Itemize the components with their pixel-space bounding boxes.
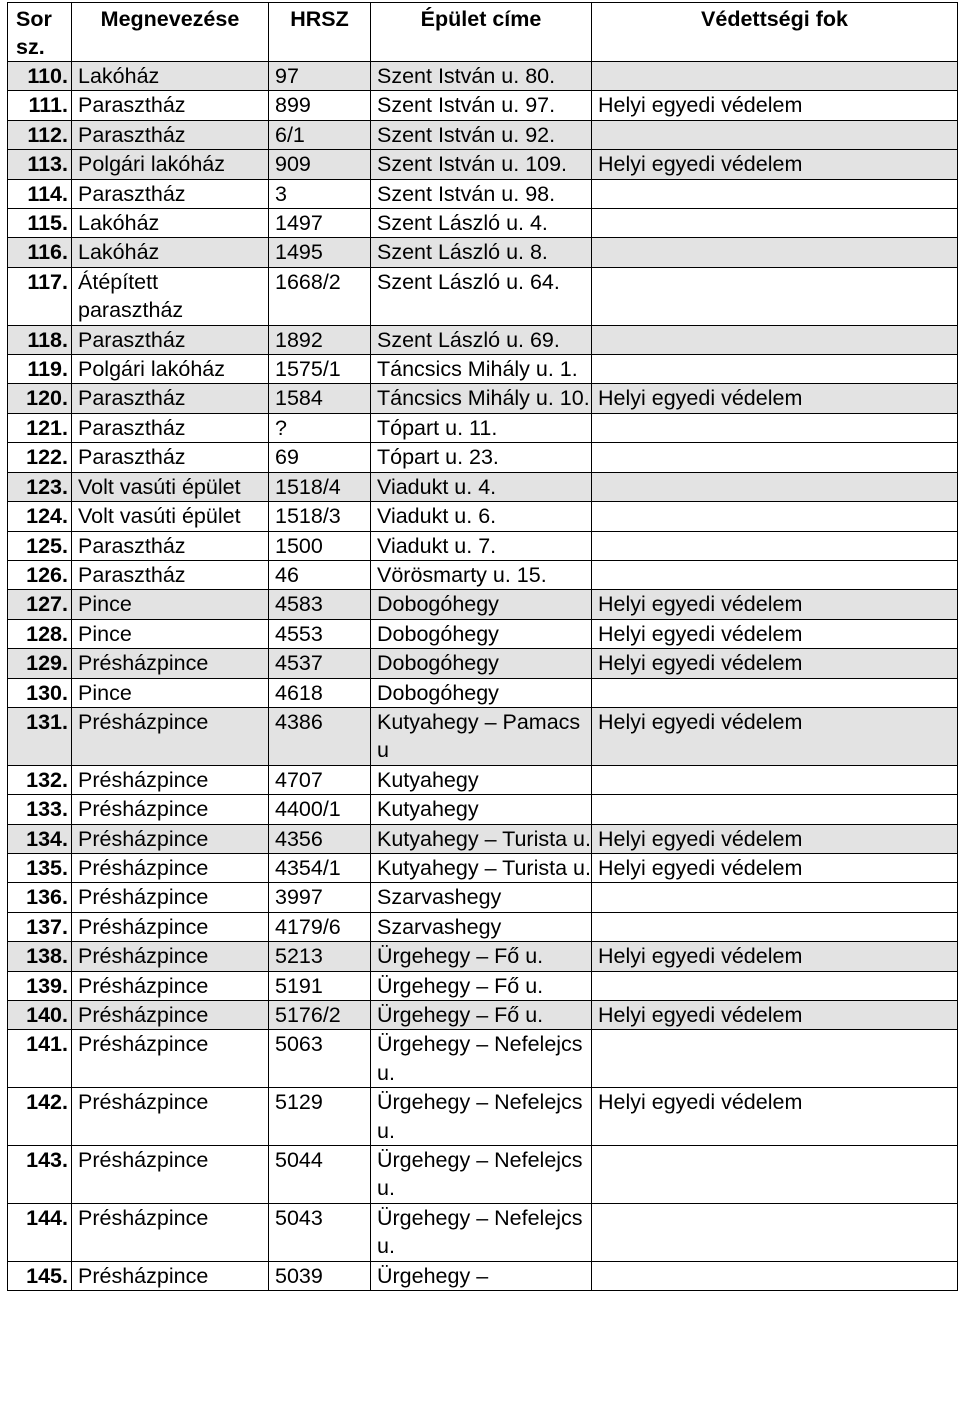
row-number-cell: 114.: [8, 179, 72, 208]
address-cell: Ürgehegy – Nefelejcs u.: [371, 1146, 592, 1204]
protection-level-cell: [592, 560, 958, 589]
hrsz-cell: 4400/1: [269, 795, 371, 824]
row-number-cell: 132.: [8, 765, 72, 794]
table-row: [8, 942, 958, 971]
row-number-cell: 113.: [8, 150, 72, 179]
row-number-cell: 124.: [8, 502, 72, 531]
address-cell: Szent István u. 92.: [371, 120, 592, 149]
address-cell: Szarvashegy: [371, 912, 592, 941]
protection-level-cell: [592, 472, 958, 501]
row-number-cell: 144.: [8, 1203, 72, 1261]
row-number-cell: 139.: [8, 971, 72, 1000]
address-cell: Dobogóhegy: [371, 678, 592, 707]
address-cell: Ürgehegy – Fő u.: [371, 1001, 592, 1030]
building-name-cell: Parasztház: [72, 531, 269, 560]
table-row: [8, 971, 958, 1000]
table-row: [8, 209, 958, 238]
building-name-cell: Parasztház: [72, 91, 269, 120]
hrsz-cell: 4386: [269, 707, 371, 765]
table-row: [8, 267, 958, 325]
building-name-cell: Présházpince: [72, 971, 269, 1000]
table-row: [8, 413, 958, 442]
row-number-cell: 117.: [8, 267, 72, 325]
hrsz-cell: 4537: [269, 649, 371, 678]
row-number-cell: 119.: [8, 355, 72, 384]
building-name-cell: Pince: [72, 619, 269, 648]
row-number-cell: 141.: [8, 1030, 72, 1088]
building-name-cell: Présházpince: [72, 1146, 269, 1204]
row-number-cell: 127.: [8, 590, 72, 619]
table-row: [8, 765, 958, 794]
building-name-cell: Présházpince: [72, 1001, 269, 1030]
address-cell: Tópart u. 23.: [371, 443, 592, 472]
hrsz-cell: 5191: [269, 971, 371, 1000]
hrsz-cell: 6/1: [269, 120, 371, 149]
table-row: [8, 62, 958, 91]
row-number-cell: 138.: [8, 942, 72, 971]
building-name-cell: Átépített parasztház: [72, 267, 269, 325]
building-name-cell: Lakóház: [72, 62, 269, 91]
row-number-cell: 122.: [8, 443, 72, 472]
row-number-cell: 145.: [8, 1261, 72, 1290]
hrsz-cell: 1575/1: [269, 355, 371, 384]
row-number-cell: 123.: [8, 472, 72, 501]
table-row: [8, 1030, 958, 1088]
hrsz-cell: 4553: [269, 619, 371, 648]
address-cell: Szarvashegy: [371, 883, 592, 912]
protection-level-cell: Helyi egyedi védelem: [592, 619, 958, 648]
table-row: [8, 355, 958, 384]
table-row: [8, 325, 958, 354]
protection-level-cell: [592, 883, 958, 912]
address-cell: Szent László u. 69.: [371, 325, 592, 354]
protection-level-cell: [592, 443, 958, 472]
table-row: [8, 590, 958, 619]
protection-level-cell: [592, 413, 958, 442]
row-number-cell: 118.: [8, 325, 72, 354]
address-cell: Dobogóhegy: [371, 619, 592, 648]
row-number-cell: 115.: [8, 209, 72, 238]
building-name-cell: Présházpince: [72, 1088, 269, 1146]
address-cell: Ürgehegy – Fő u.: [371, 971, 592, 1000]
header-row-number: Sor sz.: [8, 3, 72, 62]
hrsz-cell: 4583: [269, 590, 371, 619]
building-name-cell: Présházpince: [72, 942, 269, 971]
table-row: [8, 531, 958, 560]
hrsz-cell: ?: [269, 413, 371, 442]
protection-level-cell: [592, 971, 958, 1000]
building-name-cell: Volt vasúti épület: [72, 502, 269, 531]
row-number-cell: 134.: [8, 824, 72, 853]
protection-level-cell: [592, 1261, 958, 1290]
address-cell: Szent István u. 80.: [371, 62, 592, 91]
protection-level-cell: Helyi egyedi védelem: [592, 150, 958, 179]
table-row: [8, 707, 958, 765]
table-row: [8, 91, 958, 120]
hrsz-cell: 4356: [269, 824, 371, 853]
address-cell: Táncsics Mihály u. 1.: [371, 355, 592, 384]
hrsz-cell: 5039: [269, 1261, 371, 1290]
address-cell: Dobogóhegy: [371, 649, 592, 678]
protection-level-cell: Helyi egyedi védelem: [592, 942, 958, 971]
protection-level-cell: Helyi egyedi védelem: [592, 384, 958, 413]
address-cell: Kutyahegy – Pamacs u: [371, 707, 592, 765]
table-row: [8, 824, 958, 853]
row-number-cell: 121.: [8, 413, 72, 442]
building-name-cell: Présházpince: [72, 765, 269, 794]
hrsz-cell: 1668/2: [269, 267, 371, 325]
row-number-cell: 125.: [8, 531, 72, 560]
table-row: [8, 883, 958, 912]
table-row: [8, 120, 958, 149]
building-name-cell: Présházpince: [72, 853, 269, 882]
building-name-cell: Présházpince: [72, 1261, 269, 1290]
building-name-cell: Lakóház: [72, 238, 269, 267]
address-cell: Dobogóhegy: [371, 590, 592, 619]
building-name-cell: Volt vasúti épület: [72, 472, 269, 501]
protection-level-cell: [592, 912, 958, 941]
hrsz-cell: 5044: [269, 1146, 371, 1204]
address-cell: Kutyahegy – Turista u.: [371, 824, 592, 853]
table-header-row: [8, 3, 958, 62]
header-protection-level: Védettségi fok: [592, 3, 958, 62]
protection-level-cell: Helyi egyedi védelem: [592, 853, 958, 882]
table-row: [8, 384, 958, 413]
building-name-cell: Polgári lakóház: [72, 150, 269, 179]
protection-level-cell: [592, 795, 958, 824]
hrsz-cell: 3: [269, 179, 371, 208]
table-row: [8, 560, 958, 589]
row-number-cell: 128.: [8, 619, 72, 648]
building-name-cell: Présházpince: [72, 649, 269, 678]
protection-level-cell: Helyi egyedi védelem: [592, 590, 958, 619]
table-row: [8, 150, 958, 179]
hrsz-cell: 4179/6: [269, 912, 371, 941]
address-cell: Szent István u. 97.: [371, 91, 592, 120]
building-name-cell: Présházpince: [72, 795, 269, 824]
building-name-cell: Parasztház: [72, 560, 269, 589]
protection-level-cell: [592, 179, 958, 208]
table-row: [8, 1261, 958, 1290]
row-number-cell: 110.: [8, 62, 72, 91]
address-cell: Szent László u. 8.: [371, 238, 592, 267]
address-cell: Tópart u. 11.: [371, 413, 592, 442]
protection-level-cell: Helyi egyedi védelem: [592, 649, 958, 678]
row-number-cell: 135.: [8, 853, 72, 882]
hrsz-cell: 1495: [269, 238, 371, 267]
row-number-cell: 140.: [8, 1001, 72, 1030]
hrsz-cell: 5213: [269, 942, 371, 971]
header-hrsz: HRSZ: [269, 3, 371, 62]
address-cell: Ürgehegy – Nefelejcs u.: [371, 1203, 592, 1261]
hrsz-cell: 1518/4: [269, 472, 371, 501]
table-row: [8, 649, 958, 678]
hrsz-cell: 5176/2: [269, 1001, 371, 1030]
hrsz-cell: 1497: [269, 209, 371, 238]
building-name-cell: Pince: [72, 678, 269, 707]
building-name-cell: Polgári lakóház: [72, 355, 269, 384]
address-cell: Kutyahegy: [371, 765, 592, 794]
protected-buildings-table-page: [7, 2, 957, 1291]
hrsz-cell: 97: [269, 62, 371, 91]
hrsz-cell: 1584: [269, 384, 371, 413]
protection-level-cell: [592, 502, 958, 531]
protection-level-cell: [592, 765, 958, 794]
address-cell: Kutyahegy: [371, 795, 592, 824]
row-number-cell: 131.: [8, 707, 72, 765]
protection-level-cell: [592, 678, 958, 707]
hrsz-cell: 4618: [269, 678, 371, 707]
hrsz-cell: 5129: [269, 1088, 371, 1146]
address-cell: Vörösmarty u. 15.: [371, 560, 592, 589]
address-cell: Szent István u. 109.: [371, 150, 592, 179]
building-name-cell: Présházpince: [72, 1030, 269, 1088]
building-name-cell: Présházpince: [72, 912, 269, 941]
hrsz-cell: 1500: [269, 531, 371, 560]
hrsz-cell: 4354/1: [269, 853, 371, 882]
protection-level-cell: Helyi egyedi védelem: [592, 1088, 958, 1146]
row-number-cell: 143.: [8, 1146, 72, 1204]
row-number-cell: 130.: [8, 678, 72, 707]
table-row: [8, 502, 958, 531]
building-name-cell: Parasztház: [72, 413, 269, 442]
hrsz-cell: 69: [269, 443, 371, 472]
building-name-cell: Présházpince: [72, 1203, 269, 1261]
row-number-cell: 129.: [8, 649, 72, 678]
table-row: [8, 1203, 958, 1261]
row-number-cell: 126.: [8, 560, 72, 589]
protection-level-cell: [592, 355, 958, 384]
protection-level-cell: [592, 1146, 958, 1204]
protection-level-cell: Helyi egyedi védelem: [592, 1001, 958, 1030]
address-cell: Táncsics Mihály u. 10.: [371, 384, 592, 413]
address-cell: Ürgehegy – Fő u.: [371, 942, 592, 971]
address-cell: Viadukt u. 4.: [371, 472, 592, 501]
row-number-cell: 142.: [8, 1088, 72, 1146]
address-cell: Szent László u. 4.: [371, 209, 592, 238]
address-cell: Kutyahegy – Turista u.: [371, 853, 592, 882]
protection-level-cell: [592, 62, 958, 91]
hrsz-cell: 899: [269, 91, 371, 120]
building-name-cell: Parasztház: [72, 325, 269, 354]
building-name-cell: Pince: [72, 590, 269, 619]
table-row: [8, 179, 958, 208]
building-name-cell: Parasztház: [72, 443, 269, 472]
building-name-cell: Présházpince: [72, 707, 269, 765]
protection-level-cell: [592, 267, 958, 325]
row-number-cell: 112.: [8, 120, 72, 149]
table-row: [8, 678, 958, 707]
hrsz-cell: 909: [269, 150, 371, 179]
row-number-cell: 120.: [8, 384, 72, 413]
hrsz-cell: 5043: [269, 1203, 371, 1261]
address-cell: Ürgehegy – Nefelejcs u.: [371, 1030, 592, 1088]
address-cell: Ürgehegy – Nefelejcs u.: [371, 1088, 592, 1146]
building-name-cell: Parasztház: [72, 120, 269, 149]
table-row: [8, 472, 958, 501]
building-name-cell: Lakóház: [72, 209, 269, 238]
hrsz-cell: 1518/3: [269, 502, 371, 531]
row-number-cell: 136.: [8, 883, 72, 912]
header-address: Épület címe: [371, 3, 592, 62]
table-row: [8, 619, 958, 648]
protection-level-cell: [592, 1203, 958, 1261]
hrsz-cell: 46: [269, 560, 371, 589]
protection-level-cell: [592, 531, 958, 560]
address-cell: Szent István u. 98.: [371, 179, 592, 208]
address-cell: Viadukt u. 7.: [371, 531, 592, 560]
protection-level-cell: [592, 325, 958, 354]
protection-level-cell: Helyi egyedi védelem: [592, 91, 958, 120]
hrsz-cell: 5063: [269, 1030, 371, 1088]
row-number-cell: 137.: [8, 912, 72, 941]
building-name-cell: Parasztház: [72, 384, 269, 413]
hrsz-cell: 1892: [269, 325, 371, 354]
building-name-cell: Présházpince: [72, 883, 269, 912]
row-number-cell: 116.: [8, 238, 72, 267]
table-row: [8, 443, 958, 472]
header-name: Megnevezése: [72, 3, 269, 62]
protected-buildings-table: [7, 2, 958, 1291]
protection-level-cell: [592, 209, 958, 238]
hrsz-cell: 3997: [269, 883, 371, 912]
address-cell: Viadukt u. 6.: [371, 502, 592, 531]
table-row: [8, 1088, 958, 1146]
protection-level-cell: Helyi egyedi védelem: [592, 707, 958, 765]
address-cell: Szent László u. 64.: [371, 267, 592, 325]
building-name-cell: Présházpince: [72, 824, 269, 853]
protection-level-cell: [592, 1030, 958, 1088]
table-row: [8, 1001, 958, 1030]
table-row: [8, 853, 958, 882]
protection-level-cell: [592, 238, 958, 267]
table-row: [8, 795, 958, 824]
building-name-cell: Parasztház: [72, 179, 269, 208]
address-cell: Ürgehegy –: [371, 1261, 592, 1290]
table-row: [8, 238, 958, 267]
protection-level-cell: Helyi egyedi védelem: [592, 824, 958, 853]
table-row: [8, 912, 958, 941]
hrsz-cell: 4707: [269, 765, 371, 794]
protection-level-cell: [592, 120, 958, 149]
table-row: [8, 1146, 958, 1204]
row-number-cell: 133.: [8, 795, 72, 824]
row-number-cell: 111.: [8, 91, 72, 120]
table-body: [8, 62, 958, 1291]
